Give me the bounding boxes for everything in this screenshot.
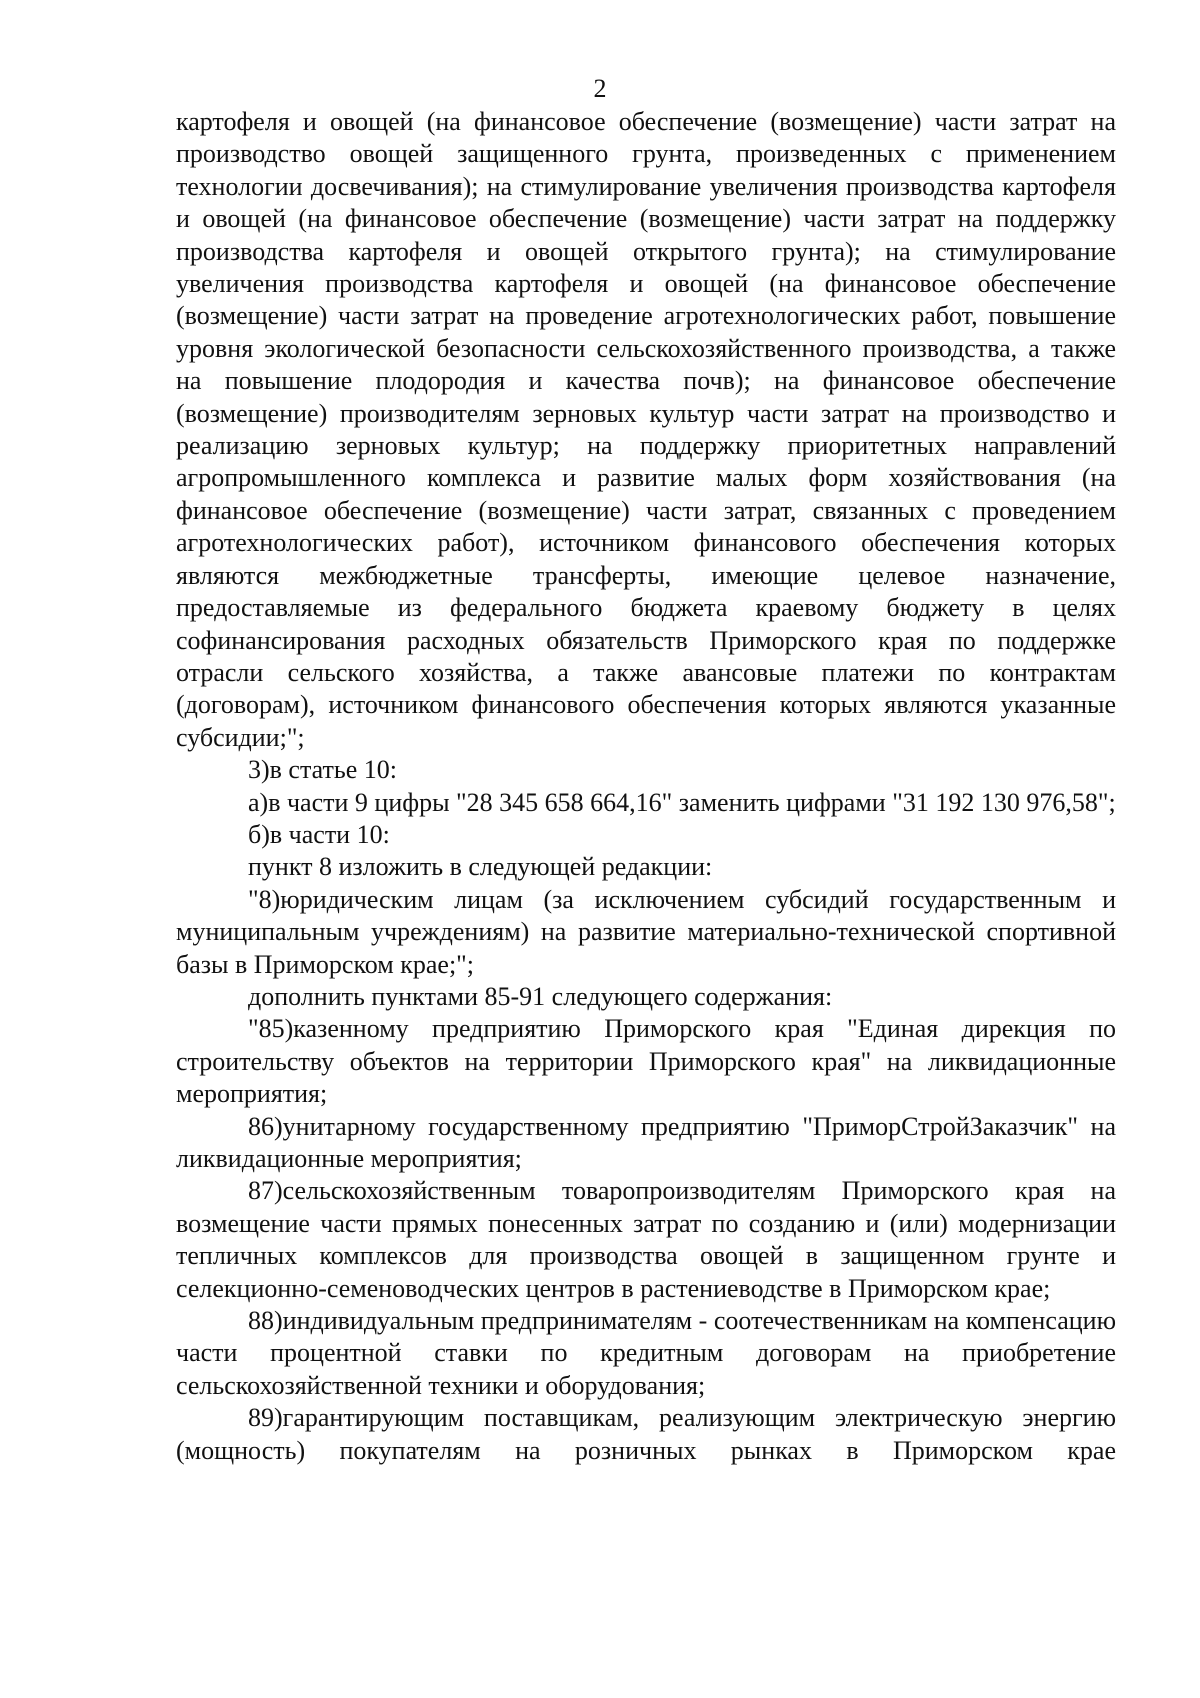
paragraph-part-9: а)в части 9 цифры "28 345 658 664,16" заменить цифрами "31 192 130 976,58"; xyxy=(248,787,1116,817)
paragraph-item-8-intro: пункт 8 изложить в следующей редакции: xyxy=(248,852,713,882)
paragraph-item-87: 87)сельскохозяйственным товаропроизводителям Приморского края на возмещение части прямых понесенных затрат по созданию и (или) модернизации тепличных комплексов для производства овощей в защищенном грунте и селекционно-семеноводческих центров в растениеводстве в Приморском крае; xyxy=(176,1176,1116,1303)
paragraph-item-89: 89)гарантирующим поставщикам, реализующим электрическую энергию (мощность) покупателям на розничных рынках в Приморском крае xyxy=(176,1403,1116,1465)
paragraph-item-86: 86)унитарному государственному предприятию "ПриморСтройЗаказчик" на ликвидационные мероприятия; xyxy=(176,1111,1116,1173)
paragraph-article-10: 3)в статье 10: xyxy=(248,755,398,785)
paragraph-item-8: "8)юридическим лицам (за исключением субсидий государственным и муниципальным учреждениям) на развитие материально-технической спортивной базы в Приморском крае;"; xyxy=(176,884,1116,979)
paragraph-item-88: 88)индивидуальным предпринимателям - соотечественникам на компенсацию части процентной ставки по кредитным договорам на приобретение сельскохозяйственной техники и оборудования; xyxy=(176,1306,1116,1400)
paragraph-continuation: картофеля и овощей (на финансовое обеспечение (возмещение) части затрат на производство овощей защищенного грунта, произведенных с применением технологии досвечивания); на стимулирование увеличения производства картофеля и овощей (на финансовое обеспечение (возмещение) части затрат на поддержку производства картофеля и овощей открытого грунта); на стимулирование увеличения производства картофеля и овощей (на финансовое обеспечение (возмещение) части затрат на проведение агротехнологических работ, повышение уровня экологической безопасности сельскохозяйственного производства, а также на повышение плодородия и качества почв); на финансовое обеспечение (возмещение) производителям зерновых культур части затрат на производство и реализацию зерновых культур; на поддержку приоритетных направлений агропромышленного комплекса и развитие малых форм хозяйствования (на финансовое обеспечение (возмещение) части затрат, связанных с проведением агротехнологических работ), источником финансового обеспечения которых являются межбюджетные трансферты, имеющие целевое назначение, предоставляемые из федерального бюджета краевому бюджету в целях софинансирования расходных обязательств Приморского края по поддержке отрасли сельского хозяйства, а также авансовые платежи по контрактам (договорам), источником финансового обеспечения которых являются указанные субсидии;"; xyxy=(176,107,1116,752)
paragraph-part-10: б)в части 10: xyxy=(248,819,390,849)
paragraph-item-85: "85)казенному предприятию Приморского края "Единая дирекция по строительству объектов на территории Приморского края" на ликвидационные мероприятия; xyxy=(176,1014,1116,1109)
paragraph-items-85-91-intro: дополнить пунктами 85-91 следующего содержания: xyxy=(248,981,833,1011)
document-body xyxy=(176,106,1116,1467)
page-number: 2 xyxy=(593,74,607,103)
